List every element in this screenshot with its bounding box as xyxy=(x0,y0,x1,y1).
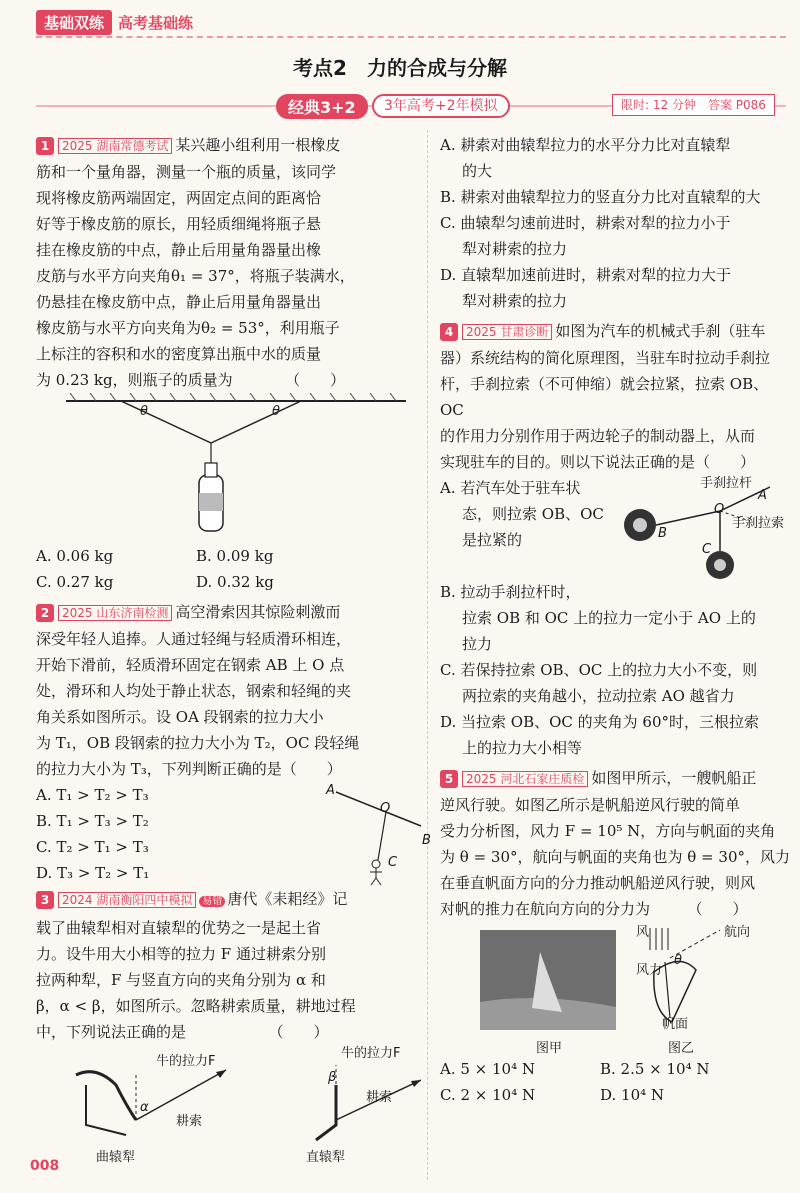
left-column xyxy=(36,132,431,1165)
question-source: 2025 甘肃诊断 xyxy=(462,324,552,340)
question-text: 深受年轻人追捧。人通过轻绳与轻质滑环相连， xyxy=(36,630,352,648)
option-b[interactable]: B. 耕索对曲辕犁拉力的竖直分力比对直辕犁的大 xyxy=(440,188,761,206)
point-c-label: C xyxy=(702,542,712,557)
option-d[interactable]: D. T₃ > T₂ > T₁ xyxy=(36,864,150,882)
top-bar xyxy=(0,0,800,40)
question-5 xyxy=(440,765,790,1108)
question-number: 3 xyxy=(36,891,54,909)
bottle-figure xyxy=(36,393,421,543)
handbrake-block xyxy=(440,475,790,579)
question-text: 某兴趣小组利用一根橡皮 xyxy=(175,136,341,154)
question-number: 4 xyxy=(440,323,458,341)
option-d-cont: 犁对耕索的拉力 xyxy=(462,292,568,310)
bottle-diagram xyxy=(36,393,421,543)
point-a-label: A xyxy=(326,783,335,798)
option-d[interactable]: D. 当拉索 OB、OC 的夹角为 60°时，三根拉索 xyxy=(440,713,760,731)
question-text: 拉两种犁，F 与竖直方向的夹角分别为 α 和 xyxy=(36,971,326,989)
divider xyxy=(36,36,786,38)
question-text: 载了曲辕犁相对直辕犁的优势之一是起土省 xyxy=(36,919,322,937)
question-number: 2 xyxy=(36,604,54,622)
question-text: 上标注的容积和水的密度算出瓶中水的质量 xyxy=(36,345,322,363)
option-a[interactable]: A. 0.06 kg xyxy=(36,547,114,565)
option-a[interactable]: A. T₁ > T₂ > T₃ xyxy=(36,786,149,804)
option-d-cont: 上的拉力大小相等 xyxy=(462,739,583,757)
figure-b-caption: 图乙 xyxy=(668,1041,695,1056)
question-text: 好等于橡皮筋的原长，用轻质细绳将瓶子悬 xyxy=(36,215,322,233)
option-b-cont: 拉索 OB 和 OC 上的拉力一定小于 AO 上的 xyxy=(462,609,756,627)
pull-label: 牛的拉力F xyxy=(341,1046,401,1061)
option-a-cont: 态，则拉索 OB、OC xyxy=(462,505,604,523)
plough-name: 曲辕犁 xyxy=(96,1150,136,1165)
right-column xyxy=(440,132,790,1108)
question-text: 中，下列说法正确的是 （ ） xyxy=(36,1023,329,1041)
classic-badge: 经典3+2 xyxy=(276,94,368,119)
question-source: 2025 山东济南检测 xyxy=(58,605,172,621)
page-number: 008 xyxy=(30,1158,60,1174)
theta-label: θ xyxy=(140,404,148,419)
question-text: 杆，手刹拉索（不可伸缩）就会拉紧，拉索 OB、OC xyxy=(440,375,769,419)
question-text: 唐代《耒耜经》记 xyxy=(227,890,348,908)
question-text: 为 T₁，OB 段钢索的拉力大小为 T₂，OC 段轻绳 xyxy=(36,734,360,752)
theta-label: θ xyxy=(272,404,280,419)
option-c-cont: 两拉索的夹角越小，拉动拉索 AO 越省力 xyxy=(462,687,735,705)
subsection-tag: 高考基础练 xyxy=(118,14,194,32)
question-3 xyxy=(36,886,421,1165)
question-text: 橡皮筋与水平方向夹角为θ₂ = 53°，利用瓶子 xyxy=(36,319,340,337)
question-text: 在垂直帆面方向的分力推动帆船逆风行驶，则风 xyxy=(440,874,756,892)
page-title: 考点2 力的合成与分解 xyxy=(293,56,507,80)
option-b[interactable]: B. 拉动手刹拉杆时， xyxy=(440,583,581,601)
column-divider xyxy=(427,130,428,1180)
wind-label: 风 xyxy=(636,925,650,940)
question-source: 2025 河北石家庄质检 xyxy=(462,771,588,787)
alpha-label: α xyxy=(140,1100,149,1115)
option-a[interactable]: A. 若汽车处于驻车状 xyxy=(440,479,581,497)
question-text: 的拉力大小为 T₃，下列判断正确的是（ ） xyxy=(36,760,342,778)
option-b[interactable]: B. T₁ > T₃ > T₂ xyxy=(36,812,149,830)
question-2 xyxy=(36,599,431,886)
question-source: 2025 湖南常德考试 xyxy=(58,138,172,154)
section-tag: 基础双练 xyxy=(36,10,112,35)
question-text: 为 0.23 kg，则瓶子的质量为 （ ） xyxy=(36,371,346,389)
option-a[interactable]: A. 5 × 10⁴ N xyxy=(440,1060,536,1078)
option-c[interactable]: C. 2 × 10⁴ N xyxy=(440,1086,536,1104)
question-text: 器）系统结构的简化原理图，当驻车时拉动手刹拉 xyxy=(440,349,771,367)
question-text: 为 θ = 30°，航向与帆面的夹角也为 θ = 30°，风力 xyxy=(440,848,790,866)
section-bar xyxy=(36,92,786,120)
error-prone-tag: 易错 xyxy=(199,896,225,907)
question-text: 筋和一个量角器，测量一个瓶的质量，该同学 xyxy=(36,163,337,181)
sailboat-figure xyxy=(440,922,790,1056)
point-a-label: A xyxy=(758,488,767,503)
point-o-label: O xyxy=(380,801,391,816)
rope-label: 耕索 xyxy=(176,1114,203,1129)
time-limit-box: 限时: 12 分钟 答案 P086 xyxy=(612,94,775,116)
question-text: 如图甲所示，一艘帆船正 xyxy=(591,769,757,787)
question-source: 2024 湖南衡阳四中模拟 xyxy=(58,892,196,908)
point-o-label: O xyxy=(714,502,725,517)
question-number: 5 xyxy=(440,770,458,788)
option-c[interactable]: C. T₂ > T₁ > T₃ xyxy=(36,838,149,856)
theta-label: θ xyxy=(674,953,682,968)
years-badge: 3年高考+2年模拟 xyxy=(372,94,510,118)
question-text: 现将橡皮筋两端固定，两固定点间的距离恰 xyxy=(36,189,322,207)
question-text: 如图为汽车的机械式手刹（驻车 xyxy=(555,322,766,340)
option-c[interactable]: C. 曲辕犁匀速前进时，耕索对犁的拉力小于 xyxy=(440,214,731,232)
question-text: 受力分析图，风力 F = 10⁵ N，方向与帆面的夹角 xyxy=(440,822,776,840)
option-d[interactable]: D. 直辕犁加速前进时，耕索对犁的拉力大于 xyxy=(440,266,732,284)
question-text: 角关系如图所示。设 OA 段钢索的拉力大小 xyxy=(36,708,324,726)
point-b-label: B xyxy=(658,526,667,541)
question-4 xyxy=(440,318,790,761)
cable-label: 手刹拉索 xyxy=(732,516,785,531)
question-text: 力。设牛用大小相等的拉力 F 通过耕索分别 xyxy=(36,945,326,963)
question-text: 的作用力分别作用于两边轮子的制动器上，从而 xyxy=(440,427,756,445)
question-text: 开始下滑前，轻质滑环固定在钢索 AB 上 O 点 xyxy=(36,656,345,674)
option-a[interactable]: A. 耕索对曲辕犁拉力的水平分力比对直辕犁 xyxy=(440,136,731,154)
figure-a-caption: 图甲 xyxy=(536,1041,563,1056)
course-label: 航向 xyxy=(724,925,751,940)
plough-figure xyxy=(36,1045,421,1165)
option-d[interactable]: D. 0.32 kg xyxy=(196,573,274,591)
question-text: 处，滑环和人均处于静止状态，钢索和轻绳的夹 xyxy=(36,682,352,700)
option-c-cont: 犁对耕索的拉力 xyxy=(462,240,568,258)
zipline-block xyxy=(36,782,431,886)
option-d[interactable]: D. 10⁴ N xyxy=(600,1086,665,1104)
point-c-label: C xyxy=(388,855,398,870)
point-b-label: B xyxy=(422,833,431,848)
question-text: 实现驻车的目的。则以下说法正确的是（ ） xyxy=(440,453,756,471)
lever-label: 手刹拉杆 xyxy=(700,476,753,491)
pull-label: 牛的拉力F xyxy=(156,1054,216,1069)
question-text: 对帆的推力在航向方向的分力为 （ ） xyxy=(440,900,748,918)
force-label: 风力 xyxy=(636,963,663,978)
question-text: 挂在橡皮筋的中点，静止后用量角器量出橡 xyxy=(36,241,322,259)
option-c[interactable]: C. 若保持拉索 OB、OC 上的拉力大小不变，则 xyxy=(440,661,758,679)
question-text: 仍悬挂在橡皮筋中点，静止后用量角器量出 xyxy=(36,293,322,311)
question-text: 逆风行驶。如图乙所示是帆船逆风行驶的简单 xyxy=(440,796,741,814)
sail-label: 帆面 xyxy=(662,1017,689,1032)
question-number: 1 xyxy=(36,137,54,155)
option-b[interactable]: B. 0.09 kg xyxy=(196,547,274,565)
beta-label: β xyxy=(328,1070,337,1085)
option-b-cont: 拉力 xyxy=(462,635,493,653)
option-c[interactable]: C. 0.27 kg xyxy=(36,573,114,591)
question-1 xyxy=(36,132,421,595)
option-b[interactable]: B. 2.5 × 10⁴ N xyxy=(600,1060,710,1078)
plough-name: 直辕犁 xyxy=(306,1150,346,1165)
question-text: 高空滑索因其惊险刺激而 xyxy=(175,603,341,621)
rope-label: 耕索 xyxy=(366,1090,393,1105)
question-text: β，α < β，如图所示。忽略耕索质量，耕地过程 xyxy=(36,997,356,1015)
question-text: 皮筋与水平方向夹角θ₁ = 37°，将瓶子装满水， xyxy=(36,267,355,285)
option-a-cont: 是拉紧的 xyxy=(462,531,523,549)
option-a-cont: 的大 xyxy=(462,162,493,180)
